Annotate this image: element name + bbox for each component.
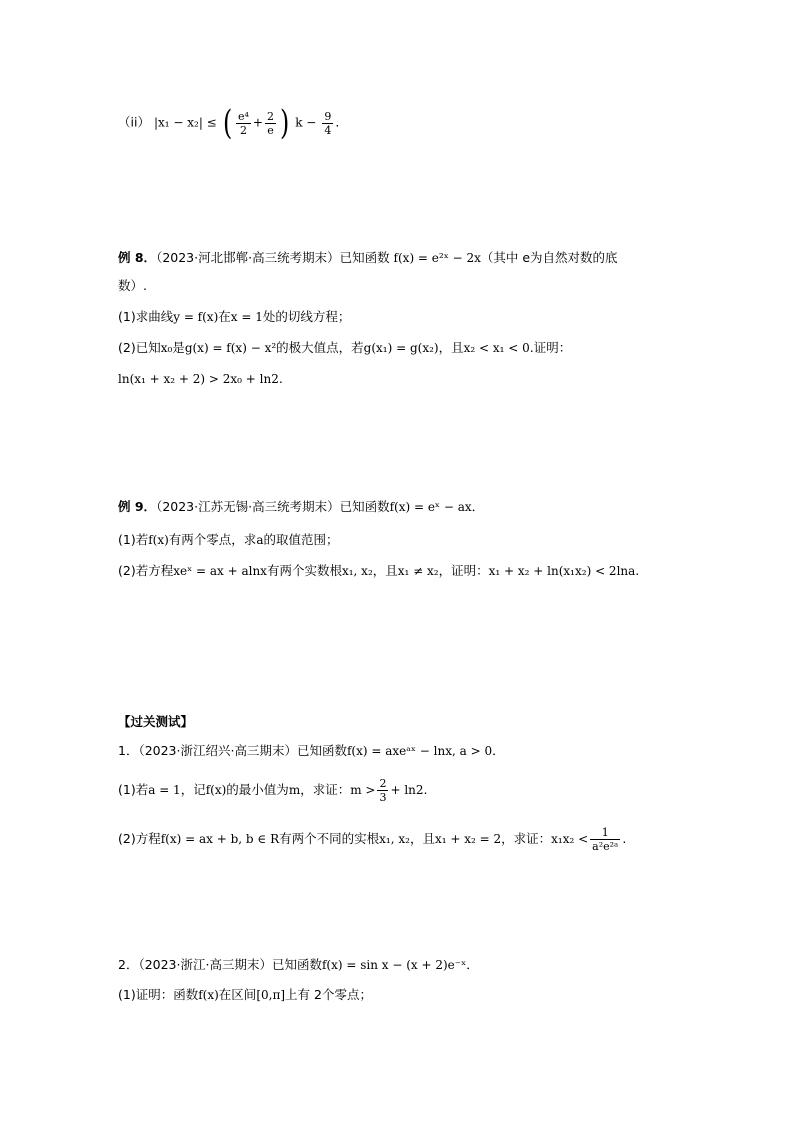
text-ex9-q2m2: x₁, x₂: [341, 564, 373, 578]
text-test-p2-text1: （2023·浙江·高三期末）已知函数: [138, 957, 322, 972]
text-test-p1-text2: ．: [492, 743, 505, 758]
fraction-1-over-a2e2a: [590, 826, 620, 853]
text-ex8-q1b: 在: [218, 309, 231, 324]
text-test-p1q1d: ，求证：: [300, 782, 351, 797]
text-ex9-q1c: 的取值范围；: [263, 532, 339, 547]
text-ex8-q2a: (2)已知: [118, 340, 161, 355]
text-test-p1q1e: .: [423, 782, 428, 797]
text-ii-frac1-num: e⁴: [237, 109, 249, 123]
text-test-p2q1a: (1)证明：函数: [118, 987, 199, 1002]
text-ex9-q1a: (1)若: [118, 532, 149, 547]
example-8-function: f(x) = e²ˣ − 2x: [393, 251, 481, 265]
text-ex8-line2: 数）.: [118, 278, 147, 293]
example-8-label: 例 8．: [118, 250, 157, 265]
text-ex8-q2e: .证明：: [529, 340, 572, 355]
text-ex9-text2: ．: [471, 499, 485, 514]
text-ex9-q1m: f(x): [148, 533, 169, 547]
text-test-p1q1a: (1)若: [118, 782, 149, 797]
text-ex9-q2m1: xeˣ = ax + alnx: [173, 564, 267, 578]
example-8-source: （2023·河北邯郸·高三统考期末）已知函数: [156, 250, 394, 265]
text-ex9-q1m2: a: [256, 533, 264, 547]
fraction-2-over-e: [265, 110, 276, 137]
text-test-p1q2a: (2)方程: [118, 831, 161, 846]
text-ex8-q2m5: ln(x₁ + x₂ + 2) > 2x₀ + ln2: [118, 372, 279, 386]
text-test-p2q1c: 上有 2个零点；: [285, 987, 372, 1002]
text-ex9-q1b: 有两个零点，求: [168, 532, 257, 547]
text-test-p1q1m3: m: [288, 783, 301, 797]
text-ex8-q1m2: x = 1: [230, 310, 263, 324]
text-test-p1q1frac-den: 3: [379, 791, 387, 804]
text-test-p1-text1: （2023·浙江绍兴·高三期末）已知函数: [138, 743, 347, 758]
test-1-q2: [118, 826, 626, 853]
example-9-line-1: [118, 497, 484, 517]
example-9-q2: [118, 561, 639, 581]
part-ii-line: [118, 103, 340, 143]
example-9-q1: [118, 530, 338, 550]
text-ex8-q2f: .: [278, 371, 283, 386]
text-test-p1q1m2: f(x): [205, 783, 227, 797]
example-8-q2: [118, 338, 571, 358]
text-test-p1q2frac-den: a²e²ᵃ: [592, 840, 619, 853]
text-test-p1-label: 1．: [118, 743, 139, 758]
fraction-2-over-3: [377, 777, 388, 804]
text-ex9-q2b: 有两个实数根: [266, 563, 342, 578]
text-test-p1q2m1: f(x) = ax + b, b ∈ R: [160, 832, 280, 846]
text-test-p1q2b: 有两个不同的实根: [279, 831, 380, 846]
text-ex8-q2m2: g(x) = f(x) − x²: [184, 341, 277, 355]
text-ex9-func: f(x) = eˣ − ax: [389, 500, 472, 514]
text-test-p2-label: 2．: [118, 957, 139, 972]
text-ii-frac2-den: e: [267, 123, 274, 137]
text-ex9-q2c: ，且: [372, 563, 398, 578]
text-test-p1q2m4: x₁x₂ <: [551, 832, 589, 846]
text-ii-frac3-num: 9: [324, 109, 332, 123]
fraction-e4-over-2: [236, 110, 251, 137]
text-ex8-q2c: 的极大值点，若: [276, 340, 364, 355]
text-test-p2q1b: 在区间: [218, 987, 257, 1002]
text-ex8-q1m1: y = f(x): [173, 310, 219, 324]
text-ex9-text1: （2023·江苏无锡·高三统考期末）已知函数: [156, 499, 390, 514]
text-test-p1q1m1: a = 1: [148, 783, 181, 797]
text-test-p1q2c: ，且: [409, 831, 435, 846]
text-test-p1q2e: .: [622, 831, 627, 846]
text-test-p1q1frac-num: 2: [379, 777, 387, 790]
text-ex8-q2b: 是: [172, 340, 185, 355]
left-paren: (: [222, 103, 232, 143]
example-8-q1: [118, 307, 350, 327]
test-1-line-1: [118, 741, 505, 761]
text-ex8-q1c: 处的切线方程；: [262, 309, 351, 324]
text-ii-frac1-den: 2: [239, 123, 247, 137]
part-ii-mid: k −: [295, 115, 317, 130]
fraction-9-over-4: [322, 110, 333, 137]
text-test-p1-func: f(x) = axeᵃˣ − lnx, a > 0: [346, 744, 493, 758]
text-ii-frac2-num: 2: [266, 109, 274, 123]
text-ex9-q2m4: x₁ + x₂ + ln(x₁x₂) < 2lna: [488, 564, 636, 578]
text-ex9-q2d: ，证明：: [438, 563, 489, 578]
text-test-p1q2m3: x₁ + x₂ = 2: [434, 832, 502, 846]
part-ii-label: （ii）: [118, 114, 150, 130]
example-8-q2-cont: [118, 369, 283, 389]
right-paren: ): [279, 103, 290, 143]
text-ex8-q2m1: x₀: [160, 341, 173, 355]
example-8-line-2: [118, 276, 147, 296]
example-8-note: （其中 e为自然对数的底: [480, 250, 618, 265]
text-test-p1q1b: ，记: [180, 782, 206, 797]
text-ex8-q2m4: x₂ < x₁ < 0: [463, 341, 530, 355]
text-ex8-q2d: ，且: [438, 340, 464, 355]
text-ex8-q2m3: g(x₁) = g(x₂): [363, 341, 439, 355]
text-test-p1q2d: ，求证：: [501, 831, 552, 846]
part-ii-lhs: |x₁ − x₂| ≤: [153, 115, 217, 130]
text-ex9-q2a: (2)若方程: [118, 563, 174, 578]
text-ii-frac3-den: 4: [324, 123, 332, 137]
example-9-label: 例 9．: [118, 499, 157, 514]
test-1-q1: [118, 777, 428, 804]
text-test-p2q1m2: [0,π]: [256, 988, 286, 1002]
text-test-p1q1c: 的最小值为: [226, 782, 289, 797]
test-heading: 【过关测试】: [118, 714, 194, 729]
text-test-p1q2frac-num: 1: [590, 826, 620, 840]
text-ex9-q2m3: x₁ ≠ x₂: [397, 564, 439, 578]
text-test-p1q1m5: + ln2: [390, 783, 424, 797]
period: .: [335, 114, 340, 130]
test-2-line-1: [118, 955, 479, 975]
text-ex8-q1a: (1)求曲线: [118, 309, 174, 324]
text-test-p2-text2: ．: [466, 957, 479, 972]
text-test-p2-func: f(x) = sin x − (x + 2)e⁻ˣ: [321, 958, 467, 972]
text-ex9-q2e: .: [635, 563, 640, 578]
text-test-p1q2m2: x₁, x₂: [379, 832, 410, 846]
example-8-line-1: [118, 248, 618, 268]
text-test-p1q1m4: m >: [350, 783, 376, 797]
plus-sign: +: [252, 115, 263, 130]
test-2-q1: [118, 985, 372, 1005]
text-test-p2q1m1: f(x): [198, 988, 219, 1002]
